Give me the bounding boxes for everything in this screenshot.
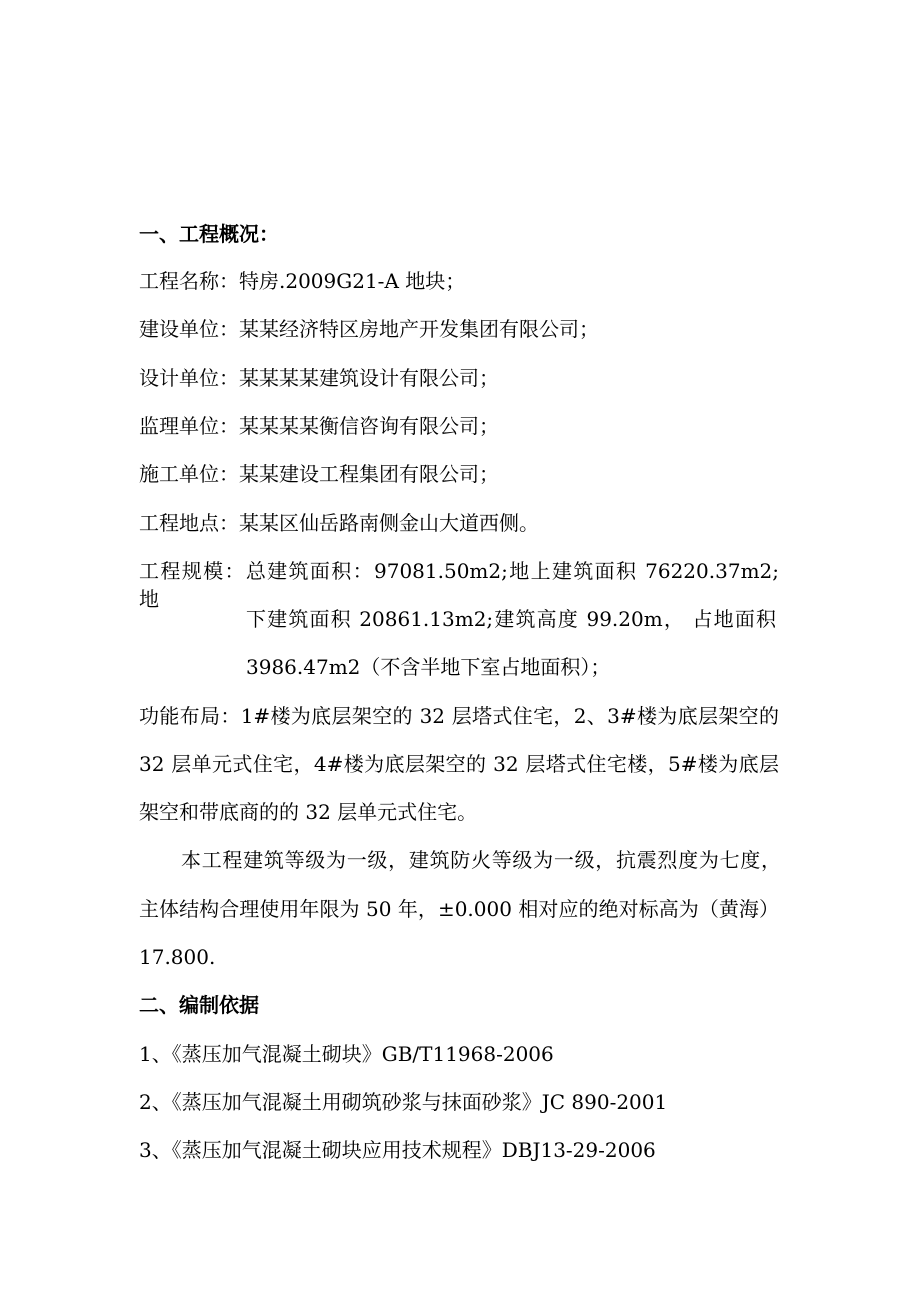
client-unit: 建设单位：某某经济特区房地产开发集团有限公司； bbox=[139, 317, 599, 341]
function-layout-line3: 架空和带底商的的 32 层单元式住宅。 bbox=[139, 800, 478, 824]
design-unit: 设计单位：某某某某建筑设计有限公司； bbox=[139, 366, 499, 390]
grade-paragraph-line3: 17.800. bbox=[139, 945, 216, 969]
section1-heading: 一、工程概况： bbox=[139, 222, 279, 246]
reference-item-1: 1、《蒸压加气混凝土砌块》GB/T11968-2006 bbox=[139, 1042, 554, 1066]
function-layout-line2: 32 层单元式住宅，4#楼为底层架空的 32 层塔式住宅楼，5#楼为底层 bbox=[139, 752, 779, 776]
function-layout-line1: 功能布局：1#楼为底层架空的 32 层塔式住宅，2、3#楼为底层架空的 bbox=[139, 704, 779, 728]
project-location: 工程地点：某某区仙岳路南侧金山大道西侧。 bbox=[139, 511, 539, 535]
supervision-unit: 监理单位：某某某某衡信咨询有限公司； bbox=[139, 414, 499, 438]
grade-paragraph-line1: 本工程建筑等级为一级，建筑防火等级为一级，抗震烈度为七度， bbox=[181, 848, 781, 872]
reference-item-3: 3、《蒸压加气混凝土砌块应用技术规程》DBJ13-29-2006 bbox=[139, 1138, 656, 1162]
project-scale-line1: 工程规模：总建筑面积：97081.50m2;地上建筑面积 76220.37m2; 地 bbox=[139, 559, 779, 611]
project-scale-line3: 3986.47m2（不含半地下室占地面积）； bbox=[246, 655, 611, 679]
reference-item-2: 2、《蒸压加气混凝土用砌筑砂浆与抹面砂浆》JC 890-2001 bbox=[139, 1090, 668, 1114]
project-scale-line2: 下建筑面积 20861.13m2;建筑高度 99.20m， 占地面积 bbox=[246, 607, 776, 631]
grade-paragraph-line2: 主体结构合理使用年限为 50 年，±0.000 相对应的绝对标高为（黄海） bbox=[139, 897, 779, 921]
section2-heading: 二、编制依据 bbox=[139, 993, 259, 1017]
project-name: 工程名称：特房.2009G21-A 地块； bbox=[139, 269, 466, 293]
construction-unit: 施工单位：某某建设工程集团有限公司； bbox=[139, 462, 499, 486]
